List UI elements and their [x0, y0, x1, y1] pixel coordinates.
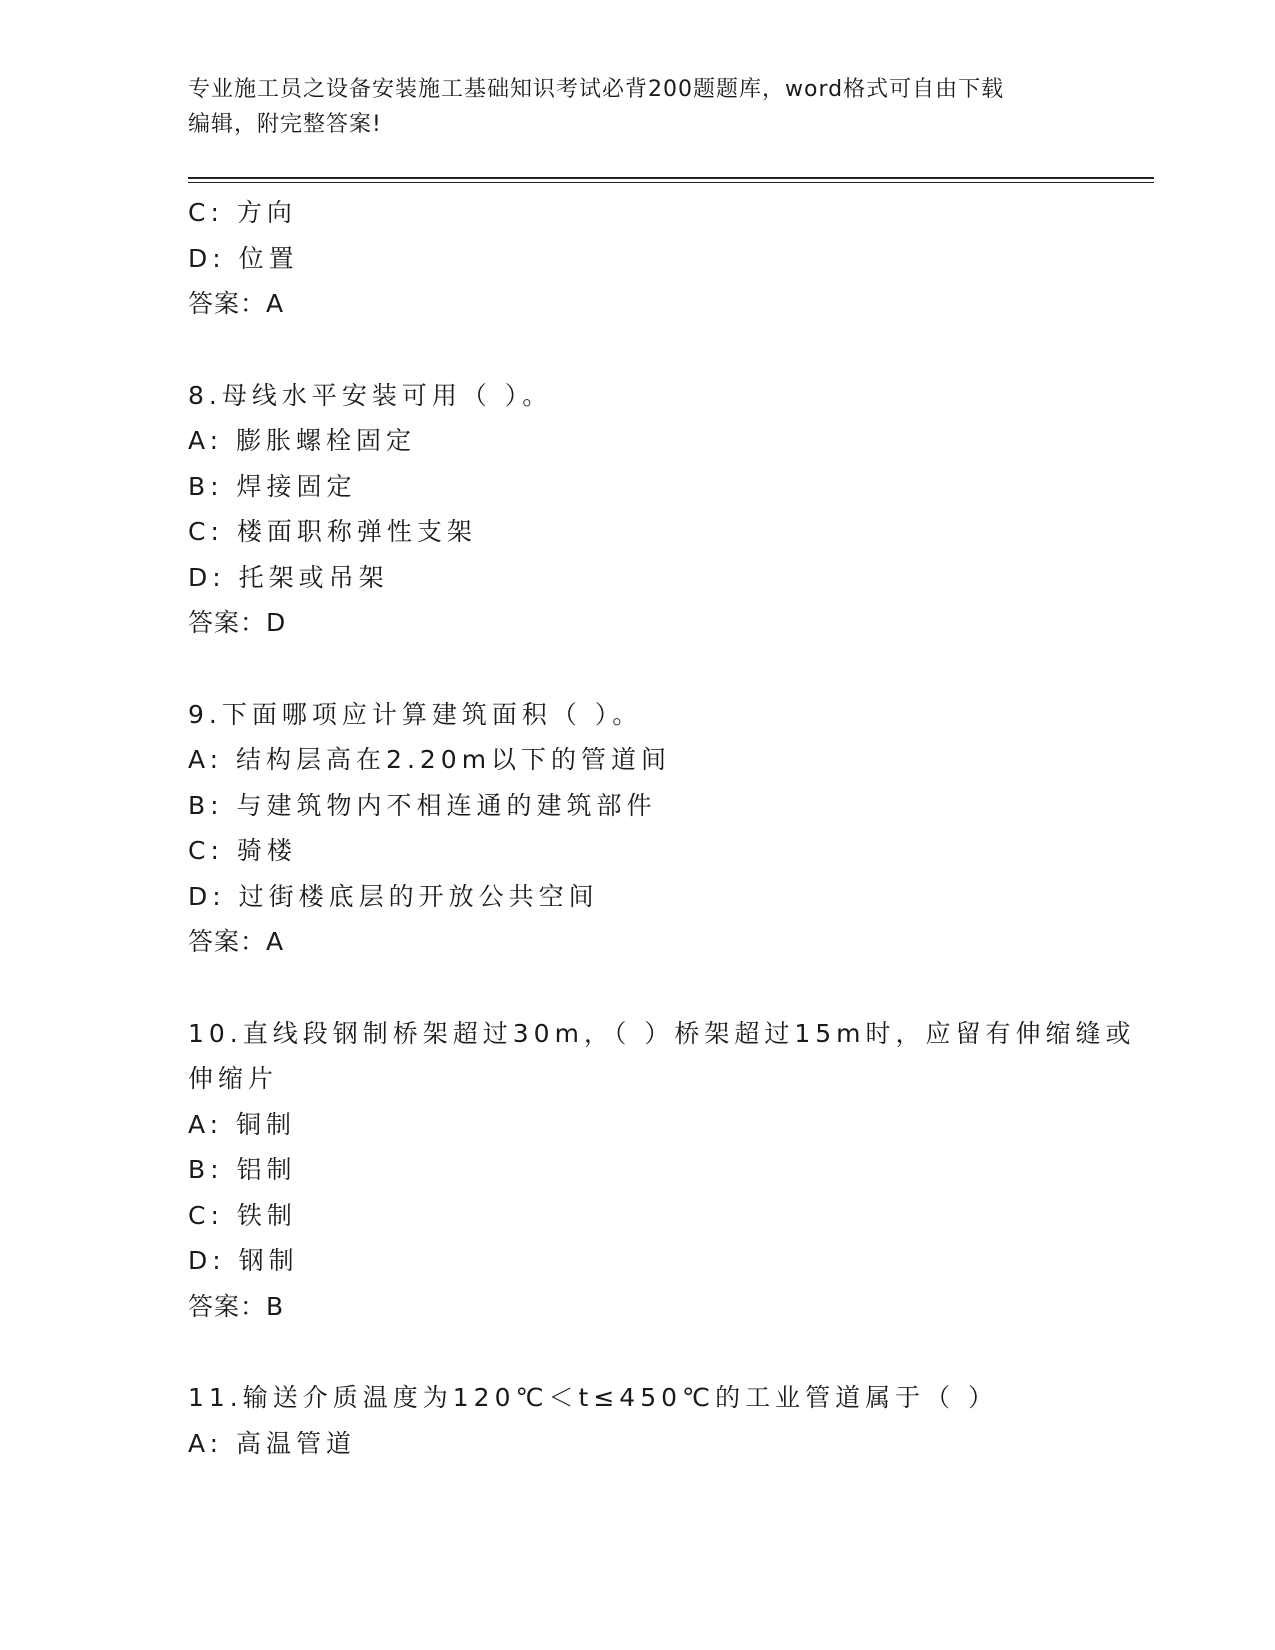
question-8 [188, 373, 1128, 646]
question-7 [188, 190, 1128, 327]
q10-option-b: B: 铝制 [188, 1155, 297, 1184]
q7-option-c: C: 方向 [188, 198, 297, 227]
header-rule-thin [188, 182, 1154, 183]
header-line-1: 专业施工员之设备安装施工基础知识考试必背200题题库，word格式可自由下载 [188, 77, 1005, 102]
q8-option-c: C: 楼面职称弹性支架 [188, 517, 477, 546]
q9-option-c: C: 骑楼 [188, 836, 297, 865]
q8-question: 8.母线水平安装可用（ ）。 [188, 380, 553, 410]
spacer [188, 327, 1128, 373]
q8-option-a: A: 膨胀螺栓固定 [188, 426, 417, 455]
question-10 [188, 1011, 1136, 1330]
q10-question-line-2: 伸缩片 [188, 1064, 279, 1093]
header-rule-thick [188, 177, 1154, 179]
q9-answer: 答案：A [188, 927, 285, 956]
q11-option-a: A: 高温管道 [188, 1428, 357, 1458]
q10-question-line-1: 10.直线段钢制桥架超过30m，（ ）桥架超过15m时，应留有伸缩缝或 [188, 1018, 1136, 1048]
question-9 [188, 692, 1128, 965]
q10-option-a: A: 铜制 [188, 1109, 297, 1139]
q11-question: 11.输送介质温度为120℃＜t≤450℃的工业管道属于（ ） [188, 1383, 999, 1412]
header-line-2: 编辑，附完整答案! [188, 112, 382, 137]
q7-option-d: D: 位置 [188, 243, 299, 273]
q10-answer: 答案：B [188, 1291, 285, 1321]
spacer [188, 1329, 1128, 1375]
q8-answer: 答案：D [188, 608, 287, 637]
q10-option-d: D: 钢制 [188, 1246, 299, 1275]
question-11 [188, 1375, 1128, 1466]
spacer [188, 965, 1128, 1011]
document-header [188, 72, 1088, 142]
q9-option-b: B: 与建筑物内不相连通的建筑部件 [188, 790, 657, 820]
q10-option-c: C: 铁制 [188, 1200, 297, 1230]
q9-option-d: D: 过街楼底层的开放公共空间 [188, 881, 599, 911]
q7-answer: 答案：A [188, 289, 285, 318]
q8-option-b: B: 焊接固定 [188, 471, 357, 501]
question-list [188, 190, 1136, 1466]
q9-question: 9.下面哪项应计算建筑面积（ ）。 [188, 699, 643, 729]
spacer [188, 646, 1128, 692]
q8-option-d: D: 托架或吊架 [188, 562, 389, 592]
q9-option-a: A: 结构层高在2.20m以下的管道间 [188, 745, 672, 774]
